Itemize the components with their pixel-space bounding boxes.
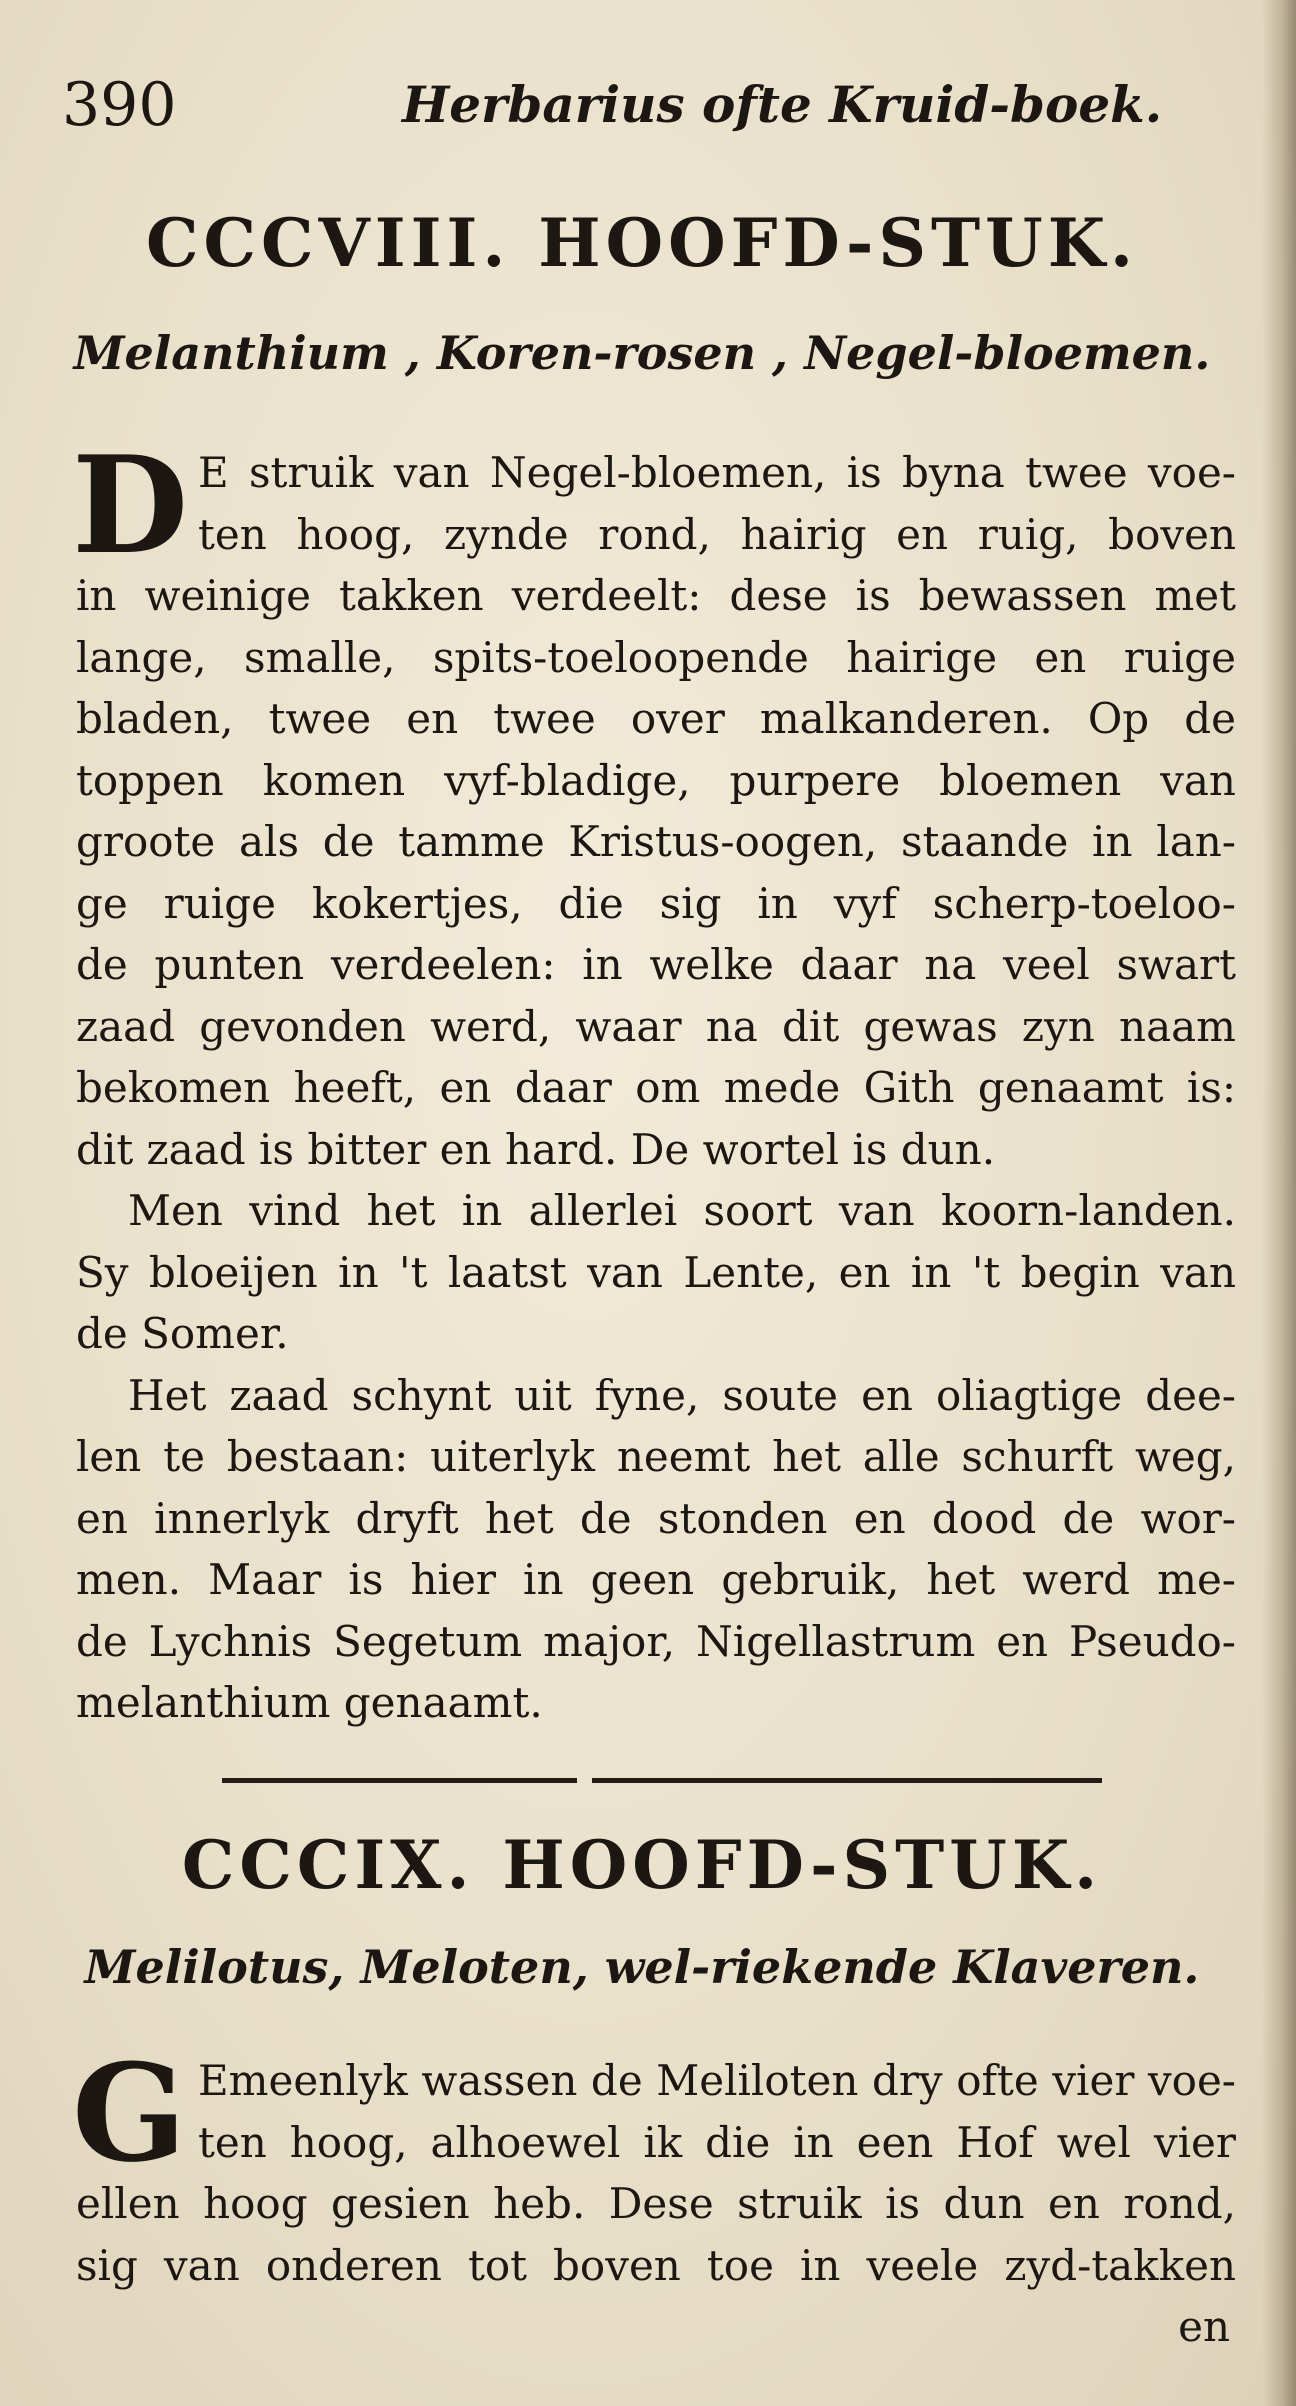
chapter-title-cccix: CCCIX. HOOFD-STUK. <box>181 1826 1103 1904</box>
text-line: zaad gevonden werd, waar na dit gewas zyn naam <box>76 1001 1236 1051</box>
text-line: ten hoog, alhoewel ik die in een Hof wel vier <box>198 2117 1236 2167</box>
text-line: ten hoog, zynde rond, hairig en ruig, boven <box>198 509 1236 559</box>
text-line: sig van onderen tot boven toe in veele zyd-takken <box>76 2240 1236 2290</box>
chapter-subtitle-cccix: Melilotus, Meloten, wel-riekende Klaveren. <box>84 1940 1200 1994</box>
text-line: bekomen heeft, en daar om mede Gith genaamt is: <box>76 1063 1236 1112</box>
text-line: de Somer. <box>76 1309 289 1358</box>
text-line: Emeenlyk wassen de Meliloten dry ofte vier voe- <box>198 2056 1236 2105</box>
divider-rule-right <box>592 1778 1102 1783</box>
text-line: lange, smalle, spits-toeloopende hairige en ruige <box>76 632 1236 682</box>
chapter-title-cccviii: CCCVIII. HOOFD-STUK. <box>145 204 1139 282</box>
text-line: bladen, twee en twee over malkanderen. Op de <box>76 694 1236 743</box>
text-line: Het zaad schynt uit fyne, soute en oliagtige dee- <box>128 1370 1236 1420</box>
text-line: men. Maar is hier in geen gebruik, het werd me- <box>76 1555 1236 1604</box>
page-header <box>62 70 1222 140</box>
text-line: dit zaad is bitter en hard. De wortel is dun. <box>76 1124 996 1174</box>
text-line: de punten verdeelen: in welke daar na veel swart <box>76 940 1236 989</box>
text-line: E struik van Negel-bloemen, is byna twee voe- <box>198 448 1236 497</box>
text-line: len te bestaan: uiterlyk neemt het alle schurft weg, <box>76 1432 1236 1481</box>
running-title: Herbarius ofte Kruid-boek. <box>402 75 1163 134</box>
divider-rule-left <box>222 1778 577 1783</box>
text-line: ellen hoog gesien heb. Dese struik is dun en rond, <box>76 2179 1236 2228</box>
drop-cap-d: D <box>72 426 189 584</box>
text-line: en innerlyk dryft het de stonden en dood de wor- <box>76 1493 1236 1543</box>
paragraph-virtues <box>76 1365 1236 1734</box>
text-line: de Lychnis Segetum major, Nigellastrum en Pseudo- <box>76 1616 1236 1666</box>
catchword: en <box>1178 2302 1230 2351</box>
text-line: melanthium genaamt. <box>76 1678 543 1727</box>
text-line: in weinige takken verdeelt: dese is bewassen met <box>76 571 1236 620</box>
chapter-cccix-body <box>72 2034 1236 2358</box>
text-line: groote als de tamme Kristus-oogen, staande in lan- <box>76 817 1236 866</box>
paragraph-habitat <box>76 1180 1236 1365</box>
page-number: 390 <box>62 70 177 140</box>
text-line: Sy bloeijen in 't laatst van Lente, en in 't begin van <box>76 1247 1236 1297</box>
drop-cap-g: G <box>72 2034 187 2192</box>
chapter-divider <box>222 1773 1102 1787</box>
chapter-cccviii-body <box>72 426 1236 1734</box>
text-line: toppen komen vyf-bladige, purpere bloemen van <box>76 755 1236 805</box>
text-line: Men vind het in allerlei soort van koorn-landen. <box>128 1186 1236 1235</box>
page-gutter-shadow <box>1262 0 1296 2406</box>
paragraph-description <box>72 426 1236 1180</box>
text-line: ge ruige kokertjes, die sig in vyf scherp-toeloo- <box>76 878 1236 928</box>
paragraph-melilot-description <box>72 2034 1236 2358</box>
chapter-subtitle-cccviii: Melanthium , Koren-rosen , Negel-bloemen. <box>73 326 1211 380</box>
